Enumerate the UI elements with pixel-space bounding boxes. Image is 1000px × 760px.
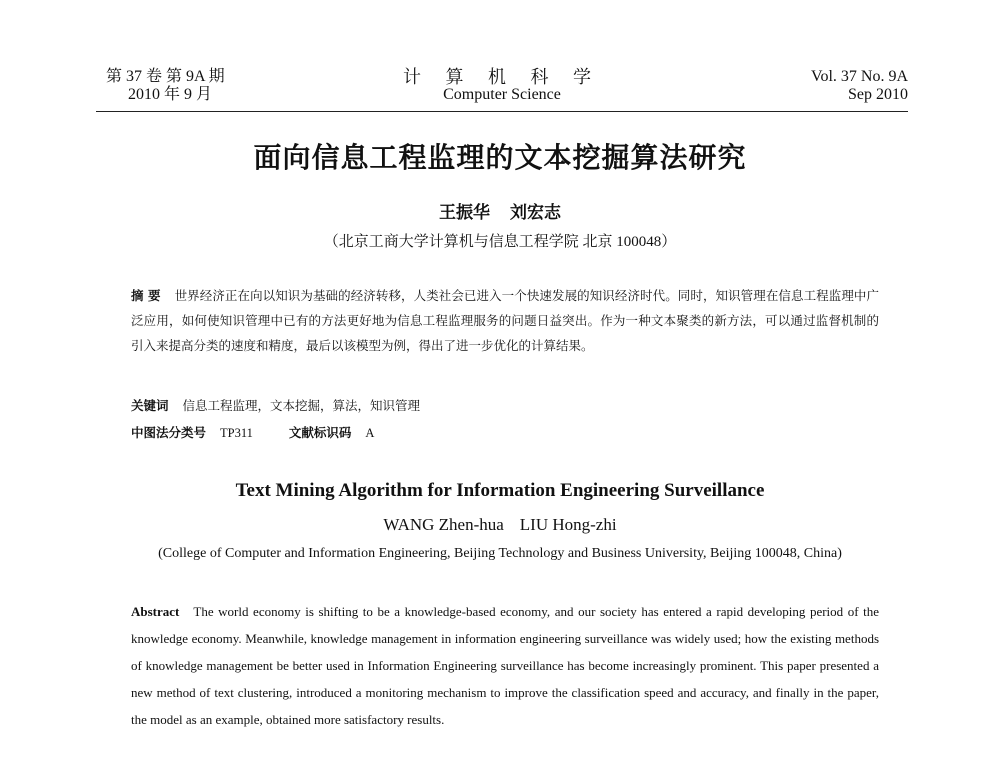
doc-code-label: 文献标识码 xyxy=(288,425,352,440)
abstract-cn xyxy=(131,283,879,359)
abstract-en xyxy=(131,598,879,733)
header-rule xyxy=(96,111,908,112)
clc-label: 中图法分类号 xyxy=(131,425,207,440)
author-cn-1: 王振华 xyxy=(439,203,490,223)
keywords-cn xyxy=(131,393,420,419)
header-center xyxy=(96,68,908,104)
title-cn: 面向信息工程监理的文本挖掘算法研究 xyxy=(253,141,747,174)
abstract-cn-label: 摘 要 xyxy=(131,288,161,303)
title-en: Text Mining Algorithm for Information Engineering Surveillance xyxy=(235,480,765,501)
classification-line xyxy=(131,420,374,446)
doc-code-value: A xyxy=(365,426,375,440)
header-right xyxy=(811,68,908,104)
journal-name-cn: 计 算 机 科 学 xyxy=(403,67,601,87)
abstract-cn-text: 世界经济正在向以知识为基础的经济转移，人类社会已进入一个快速发展的知识经济时代。同时，知识管理在信息工程监理中广泛应用，如何使知识管理中已有的方法更好地为信息工程监理服务的问题日益突出。作为一种文本聚类的新方法，可以通过监督机制的引入来提高分类的速度和精度，最后以该模型为例，得出了进一步优化的计算结果。 xyxy=(131,289,879,353)
abstract-en-label: Abstract xyxy=(131,604,180,619)
running-header xyxy=(96,62,908,112)
authors-cn xyxy=(0,198,1000,223)
abstract-en-text: The world economy is shifting to be a knowledge-based economy, and our society has entered a rapid developing period of the knowledge economy. Meanwhile, knowledge management in information engineering surveillance was widely used; how the existing methods of knowledge management be better used in Information Engineering surveillance has become increasingly prominent. This paper presented a new method of text clustering, introduced a monitoring mechanism to improve the classification speed and accuracy, and finally in the paper, the model as an example, obtained more satisfactory results. xyxy=(131,604,879,727)
authors-en xyxy=(0,515,1000,535)
affiliation-en: (College of Computer and Information Engineering, Beijing Technology and Business University, Beijing 100048, China) xyxy=(158,546,842,561)
author-en-1: WANG Zhen-hua xyxy=(383,515,504,534)
keywords-cn-text: 信息工程监理，文本挖掘，算法，知识管理 xyxy=(182,399,421,413)
journal-name-en: Computer Science xyxy=(443,86,561,103)
date-en: Sep 2010 xyxy=(848,86,908,103)
keywords-cn-label: 关键词 xyxy=(131,398,169,413)
date-cn: 2010 年 9 月 xyxy=(128,86,213,103)
volume-issue-en: Vol. 37 No. 9A xyxy=(810,68,908,85)
volume-issue-cn: 第 37 卷 第 9A 期 xyxy=(106,68,225,85)
author-en-2: LIU Hong-zhi xyxy=(519,515,617,534)
clc-value: TP311 xyxy=(220,426,253,440)
affiliation-cn: （北京工商大学计算机与信息工程学院 北京 100048） xyxy=(323,234,677,250)
author-cn-2: 刘宏志 xyxy=(510,203,561,223)
